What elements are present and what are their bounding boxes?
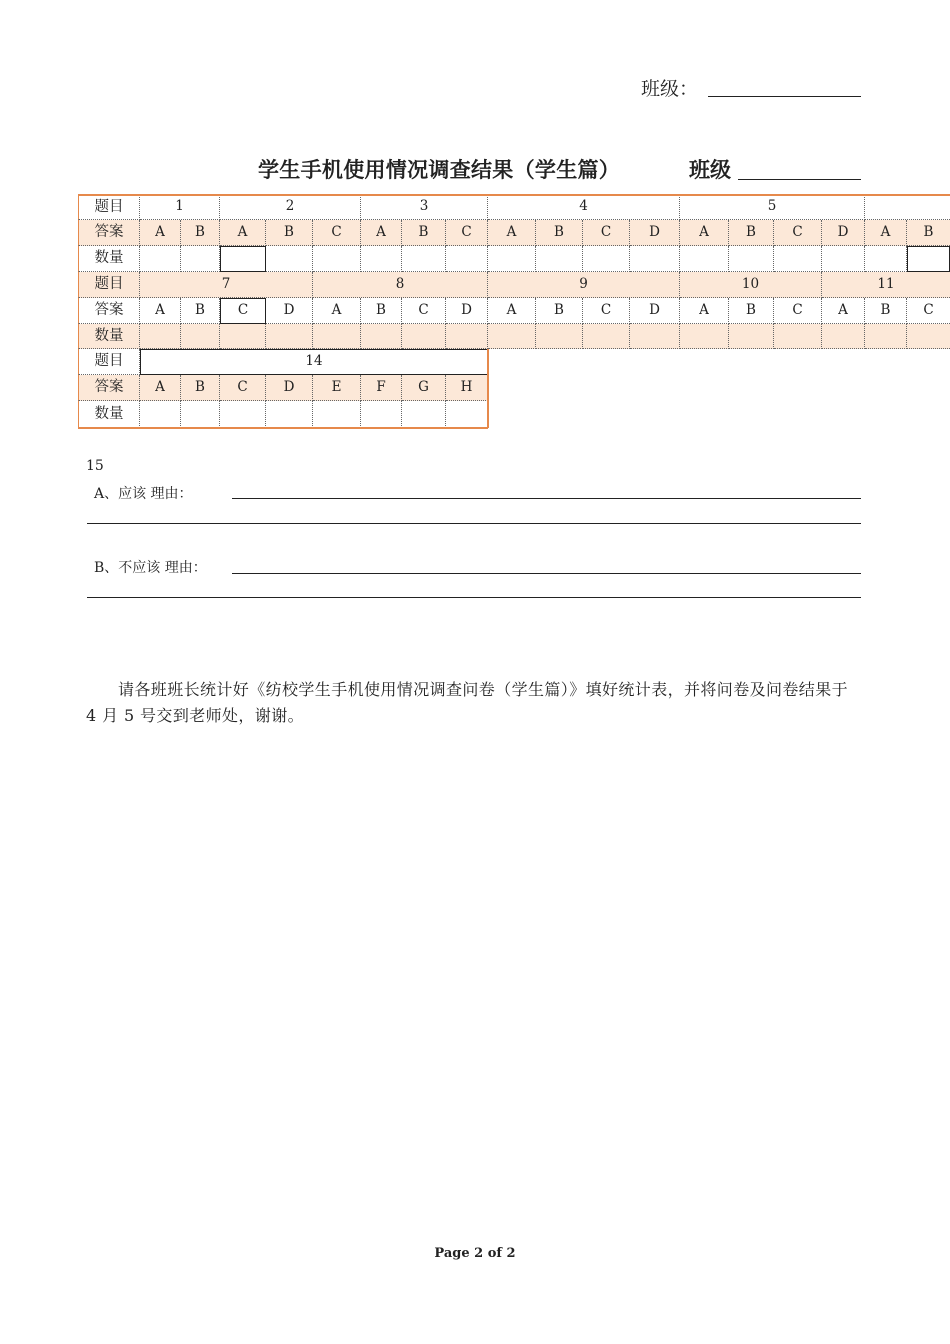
row-label-answer: 答案 xyxy=(78,298,140,324)
question-number-cell: 10 xyxy=(680,272,822,298)
class-label: 班级： xyxy=(641,78,699,100)
answer-option-cell: A xyxy=(822,298,865,324)
count-input-cell[interactable] xyxy=(140,324,181,349)
answer-option-cell: A xyxy=(140,375,181,401)
question-number-cell: 11 xyxy=(822,272,950,298)
answer-option-cell: D xyxy=(822,220,865,246)
count-input-cell[interactable] xyxy=(361,246,402,272)
answer-option-cell: A xyxy=(865,220,907,246)
answer-option-cell: D xyxy=(266,298,313,324)
answer-option-cell: C xyxy=(220,375,266,401)
answer-option-cell: C xyxy=(907,298,950,324)
page-footer: Page 2 of 2 xyxy=(434,1246,516,1261)
count-input-cell[interactable] xyxy=(907,324,950,349)
instruction-note: 请各班班长统计好《纺校学生手机使用情况调查问卷（学生篇）》填好统计表，并将问卷及问卷结果于 4 月 5 号交到老师处，谢谢。 xyxy=(86,680,849,725)
count-input-cell[interactable] xyxy=(220,324,266,349)
count-input-cell[interactable] xyxy=(865,324,907,349)
count-input-cell[interactable] xyxy=(583,246,630,272)
count-input-cell[interactable] xyxy=(402,401,446,428)
answer-option-cell: B xyxy=(181,298,220,324)
count-input-cell[interactable] xyxy=(361,324,402,349)
answer-option-cell: B xyxy=(181,375,220,401)
answer-option-cell: A xyxy=(680,298,729,324)
count-input-cell[interactable] xyxy=(680,246,729,272)
answer-option-cell: C xyxy=(402,298,446,324)
count-input-cell[interactable] xyxy=(446,401,488,428)
answer-option-cell: C xyxy=(313,220,361,246)
q15-option-b-label: B、不应该 理由： xyxy=(94,560,207,576)
answer-option-cell: E xyxy=(313,375,361,401)
question-number-cell: 7 xyxy=(140,272,313,298)
answer-option-cell: B xyxy=(181,220,220,246)
count-input-cell[interactable] xyxy=(313,324,361,349)
question-number-cell xyxy=(865,195,950,220)
page-title: 学生手机使用情况调查结果（学生篇） xyxy=(258,157,621,182)
count-input-cell[interactable] xyxy=(140,401,181,428)
count-input-cell[interactable] xyxy=(583,324,630,349)
count-input-cell[interactable] xyxy=(220,401,266,428)
answer-option-cell: H xyxy=(446,375,488,401)
count-input-cell[interactable] xyxy=(266,324,313,349)
count-input-cell[interactable] xyxy=(630,246,680,272)
answer-option-cell: D xyxy=(630,220,680,246)
q15-option-a-reason-line-2[interactable] xyxy=(87,523,861,524)
answer-option-cell: B xyxy=(729,298,774,324)
q15-option-a-label: A、应该 理由： xyxy=(94,486,193,502)
count-input-cell[interactable] xyxy=(536,324,583,349)
question-number-cell: 3 xyxy=(361,195,488,220)
q15-number: 15 xyxy=(86,458,104,474)
question-number-cell: 4 xyxy=(488,195,680,220)
q15-option-b-reason-line-2[interactable] xyxy=(87,597,861,598)
answer-option-cell: A xyxy=(361,220,402,246)
answer-option-cell: B xyxy=(361,298,402,324)
count-input-cell[interactable] xyxy=(729,324,774,349)
answer-option-cell: B xyxy=(729,220,774,246)
answer-option-cell: B xyxy=(266,220,313,246)
answer-option-cell: B xyxy=(536,298,583,324)
answer-option-cell: A xyxy=(488,220,536,246)
count-input-cell[interactable] xyxy=(402,246,446,272)
row-label-question: 题目 xyxy=(78,272,140,298)
title-class-blank-line[interactable] xyxy=(738,179,861,180)
answer-option-cell: D xyxy=(266,375,313,401)
question-number-cell: 8 xyxy=(313,272,488,298)
row-label-count: 数量 xyxy=(78,401,140,428)
count-input-cell[interactable] xyxy=(446,324,488,349)
count-input-cell[interactable] xyxy=(361,401,402,428)
count-input-cell[interactable] xyxy=(774,324,822,349)
answer-option-cell: F xyxy=(361,375,402,401)
count-input-cell[interactable] xyxy=(181,401,220,428)
answer-option-cell: A xyxy=(488,298,536,324)
answer-option-cell: A xyxy=(140,298,181,324)
answer-option-cell: B xyxy=(402,220,446,246)
answer-option-cell: A xyxy=(220,220,266,246)
title-class-label: 班级 xyxy=(689,157,731,182)
count-input-cell[interactable] xyxy=(313,246,361,272)
table-bottom-border xyxy=(78,427,488,429)
count-input-cell[interactable] xyxy=(488,324,536,349)
answer-option-cell: G xyxy=(402,375,446,401)
answer-option-cell: C xyxy=(220,298,266,324)
answer-option-cell: B xyxy=(536,220,583,246)
question-number-cell: 2 xyxy=(220,195,361,220)
count-input-cell[interactable] xyxy=(536,246,583,272)
table-right-border xyxy=(487,349,489,428)
question-number-cell: 1 xyxy=(140,195,220,220)
count-input-cell[interactable] xyxy=(488,246,536,272)
answer-option-cell: D xyxy=(446,298,488,324)
count-input-cell[interactable] xyxy=(140,246,181,272)
row-label-count: 数量 xyxy=(78,246,140,272)
row-label-question: 题目 xyxy=(78,349,140,375)
row-label-count: 数量 xyxy=(78,324,140,349)
count-input-cell[interactable] xyxy=(181,324,220,349)
count-input-cell[interactable] xyxy=(220,246,266,272)
q15-option-a-reason-line[interactable] xyxy=(232,498,861,499)
answer-option-cell: A xyxy=(313,298,361,324)
count-input-cell[interactable] xyxy=(630,324,680,349)
row-label-answer: 答案 xyxy=(78,220,140,246)
answer-option-cell: B xyxy=(907,220,950,246)
answer-option-cell: A xyxy=(140,220,181,246)
count-input-cell[interactable] xyxy=(865,246,907,272)
count-input-cell[interactable] xyxy=(822,246,865,272)
count-input-cell[interactable] xyxy=(266,246,313,272)
q15-option-b-reason-line[interactable] xyxy=(232,573,861,574)
count-input-cell[interactable] xyxy=(907,246,950,272)
answer-option-cell: C xyxy=(774,220,822,246)
row-label-answer: 答案 xyxy=(78,375,140,401)
answer-option-cell: B xyxy=(865,298,907,324)
answer-option-cell: C xyxy=(583,220,630,246)
question-number-cell: 9 xyxy=(488,272,680,298)
table-top-border xyxy=(78,194,950,196)
count-input-cell[interactable] xyxy=(266,401,313,428)
class-blank-line[interactable] xyxy=(708,96,861,97)
count-input-cell[interactable] xyxy=(822,324,865,349)
answer-option-cell: C xyxy=(583,298,630,324)
answer-option-cell: C xyxy=(446,220,488,246)
row-label-question: 题目 xyxy=(78,195,140,220)
count-input-cell[interactable] xyxy=(680,324,729,349)
count-input-cell[interactable] xyxy=(729,246,774,272)
answer-option-cell: A xyxy=(680,220,729,246)
question-number-cell: 14 xyxy=(140,349,488,375)
answer-option-cell: D xyxy=(630,298,680,324)
question-number-cell: 5 xyxy=(680,195,865,220)
count-input-cell[interactable] xyxy=(774,246,822,272)
count-input-cell[interactable] xyxy=(313,401,361,428)
count-input-cell[interactable] xyxy=(181,246,220,272)
count-input-cell[interactable] xyxy=(402,324,446,349)
answer-option-cell: C xyxy=(774,298,822,324)
count-input-cell[interactable] xyxy=(446,246,488,272)
